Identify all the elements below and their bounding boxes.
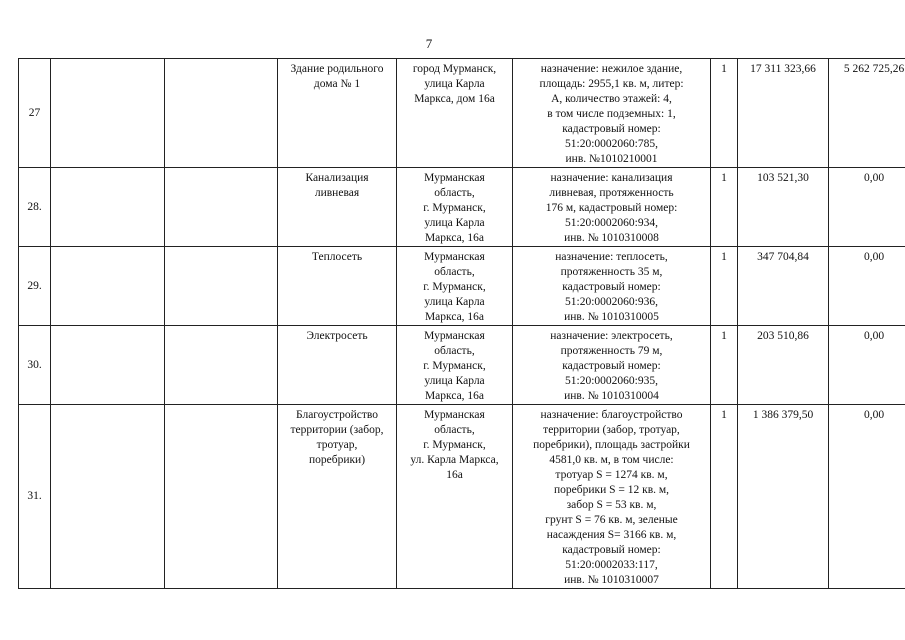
- table-row: [19, 326, 905, 405]
- residual-value-cell: 0,00: [829, 405, 905, 589]
- address-cell-line: область,: [434, 266, 475, 278]
- table-row: [19, 168, 905, 247]
- description-cell: [513, 405, 711, 589]
- description-cell-line: инв. № 1010310004: [564, 390, 659, 402]
- quantity-cell: 1: [711, 247, 738, 326]
- empty-cell: [51, 168, 165, 247]
- address-cell: [397, 168, 513, 247]
- empty-cell: [165, 168, 278, 247]
- address-cell-line: г. Мурманск,: [423, 360, 486, 372]
- address-cell-line: область,: [434, 424, 475, 436]
- residual-value-cell: 0,00: [829, 168, 905, 247]
- description-cell-line: назначение: электросеть,: [550, 330, 673, 342]
- object-name-cell-line: ливневая: [314, 187, 360, 199]
- address-cell-line: улица Карла: [424, 296, 485, 308]
- address-cell-line: ул. Карла Маркса,: [410, 454, 499, 466]
- residual-value-cell: 0,00: [829, 247, 905, 326]
- description-cell: [513, 59, 711, 168]
- book-value-cell: 347 704,84: [738, 247, 829, 326]
- row-number-cell: 29.: [19, 247, 51, 326]
- description-cell-line: назначение: благоустройство: [540, 409, 683, 421]
- description-cell: [513, 247, 711, 326]
- book-value-cell: 17 311 323,66: [738, 59, 829, 168]
- residual-value-cell: 5 262 725,26: [829, 59, 905, 168]
- book-value-cell: 203 510,86: [738, 326, 829, 405]
- object-name-cell-line: Благоустройство: [296, 409, 378, 421]
- address-cell-line: улица Карла: [424, 375, 485, 387]
- empty-cell: [51, 59, 165, 168]
- description-cell-line: площадь: 2955,1 кв. м, литер:: [539, 78, 684, 90]
- book-value-cell: 1 386 379,50: [738, 405, 829, 589]
- table-row: [19, 247, 905, 326]
- description-cell-line: инв. №1010210001: [565, 153, 658, 165]
- row-number-cell: 28.: [19, 168, 51, 247]
- description-cell-line: кадастровый номер:: [562, 281, 661, 293]
- description-cell-line: инв. № 1010310007: [564, 574, 659, 586]
- quantity-cell: 1: [711, 405, 738, 589]
- address-cell-line: Мурманская: [424, 251, 485, 263]
- address-cell-line: Маркса, 16а: [424, 311, 485, 323]
- address-cell-line: 16а: [446, 469, 463, 481]
- description-cell-line: 51:20:0002060:935,: [565, 375, 658, 387]
- empty-cell: [165, 326, 278, 405]
- object-name-cell-line: Электросеть: [306, 330, 368, 342]
- description-cell-line: протяженность 79 м,: [560, 345, 663, 357]
- address-cell-line: Маркса, 16а: [424, 232, 485, 244]
- object-name-cell: [278, 247, 397, 326]
- description-cell-line: кадастровый номер:: [562, 360, 661, 372]
- address-cell: [397, 247, 513, 326]
- description-cell-line: ливневая, протяженность: [549, 187, 674, 199]
- description-cell-line: 51:20:0002060:785,: [565, 138, 658, 150]
- address-cell-line: Мурманская: [424, 330, 485, 342]
- table-row: [19, 405, 905, 589]
- book-value-cell: 103 521,30: [738, 168, 829, 247]
- description-cell-line: забор S = 53 кв. м,: [566, 499, 657, 511]
- description-cell-line: протяженность 35 м,: [560, 266, 663, 278]
- description-cell-line: поребрики), площадь застройки: [533, 439, 690, 451]
- object-name-cell: [278, 326, 397, 405]
- address-cell-line: Маркса, дом 16а: [414, 93, 495, 105]
- object-name-cell-line: Здание родильного: [290, 63, 384, 75]
- address-cell: [397, 326, 513, 405]
- residual-value-cell: 0,00: [829, 326, 905, 405]
- description-cell-line: 4581,0 кв. м, в том числе:: [549, 454, 674, 466]
- table-row: [19, 59, 905, 168]
- address-cell-line: область,: [434, 187, 475, 199]
- address-cell-line: г. Мурманск,: [423, 281, 486, 293]
- description-cell: [513, 326, 711, 405]
- description-cell-line: насаждения S= 3166 кв. м,: [546, 529, 677, 541]
- address-cell-line: город Мурманск,: [412, 63, 497, 75]
- empty-cell: [165, 59, 278, 168]
- description-cell-line: назначение: нежилое здание,: [540, 63, 683, 75]
- address-cell-line: область,: [434, 345, 475, 357]
- address-cell: [397, 59, 513, 168]
- description-cell-line: 51:20:0002033:117,: [565, 559, 658, 571]
- description-cell-line: инв. № 1010310008: [564, 232, 659, 244]
- description-cell-line: в том числе подземных: 1,: [547, 108, 676, 120]
- address-cell-line: улица Карла: [424, 78, 485, 90]
- description-cell-line: А, количество этажей: 4,: [551, 93, 672, 105]
- object-name-cell: [278, 168, 397, 247]
- row-number-cell: 31.: [19, 405, 51, 589]
- quantity-cell: 1: [711, 326, 738, 405]
- description-cell-line: кадастровый номер:: [562, 123, 661, 135]
- table-body: [19, 59, 905, 589]
- address-cell-line: г. Мурманск,: [423, 202, 486, 214]
- object-name-cell-line: тротуар,: [316, 439, 358, 451]
- object-name-cell-line: дома № 1: [313, 78, 361, 90]
- description-cell-line: 51:20:0002060:934,: [565, 217, 658, 229]
- object-name-cell-line: поребрики): [308, 454, 366, 466]
- description-cell-line: территории (забор, тротуар,: [543, 424, 680, 436]
- address-cell-line: Мурманская: [424, 172, 485, 184]
- quantity-cell: 1: [711, 59, 738, 168]
- description-cell-line: грунт S = 76 кв. м, зеленые: [545, 514, 678, 526]
- description-cell-line: 51:20:0002060:936,: [565, 296, 658, 308]
- empty-cell: [51, 326, 165, 405]
- empty-cell: [165, 247, 278, 326]
- empty-cell: [165, 405, 278, 589]
- address-cell-line: улица Карла: [424, 217, 485, 229]
- description-cell-line: назначение: канализация: [550, 172, 673, 184]
- property-registry-table: [18, 58, 905, 589]
- description-cell-line: поребрики S = 12 кв. м,: [553, 484, 670, 496]
- object-name-cell: [278, 59, 397, 168]
- address-cell-line: Мурманская: [424, 409, 485, 421]
- description-cell-line: инв. № 1010310005: [564, 311, 659, 323]
- description-cell-line: кадастровый номер:: [562, 544, 661, 556]
- object-name-cell-line: территории (забор,: [290, 424, 384, 436]
- quantity-cell: 1: [711, 168, 738, 247]
- page-number: 7: [425, 36, 433, 51]
- address-cell: [397, 405, 513, 589]
- empty-cell: [51, 247, 165, 326]
- row-number-cell: 27: [19, 59, 51, 168]
- description-cell: [513, 168, 711, 247]
- description-cell-line: 176 м, кадастровый номер:: [545, 202, 678, 214]
- description-cell-line: назначение: теплосеть,: [555, 251, 668, 263]
- object-name-cell-line: Канализация: [305, 172, 369, 184]
- address-cell-line: г. Мурманск,: [423, 439, 486, 451]
- address-cell-line: Маркса, 16а: [424, 390, 485, 402]
- object-name-cell: [278, 405, 397, 589]
- description-cell-line: тротуар S = 1274 кв. м,: [555, 469, 668, 481]
- object-name-cell-line: Теплосеть: [311, 251, 363, 263]
- empty-cell: [51, 405, 165, 589]
- row-number-cell: 30.: [19, 326, 51, 405]
